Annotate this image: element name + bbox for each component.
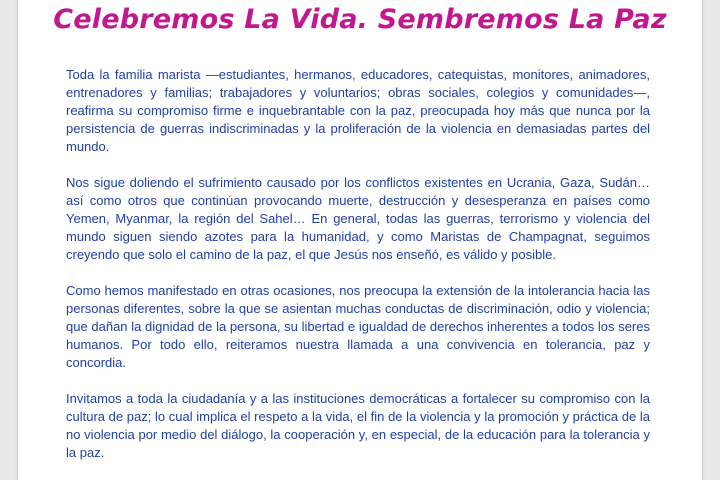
paragraph: Invitamos a toda la ciudadanía y a las instituciones democráticas a fortalecer su compromiso con la cultura de paz; lo cual implica el respeto a la vida, el fin de la violencia y la promoción y práctica de la no violencia por medio del diálogo, la cooperación y, en especial, de la educación para la tolerancia y la paz. (66, 391, 650, 460)
document-body (66, 66, 650, 480)
document-page (18, 0, 702, 480)
paragraph: Nos sigue doliendo el sufrimiento causado por los conflictos existentes en Ucrania, Gaza, Sudán… así como otros que continúan provocando muerte, destrucción y desesperanza en países como Yemen, Myanmar, la región del Sahel… En general, todas las guerras, terrorismo y violencia del mundo siguen siendo azotes para la humanidad, y como Maristas de Champagnat, seguimos creyendo que solo el camino de la paz, el que Jesús nos enseñó, es válido y posible. (66, 175, 650, 262)
document-title: Celebremos La Vida. Sembremos La Paz (53, 4, 667, 35)
paragraph: Toda la familia marista —estudiantes, hermanos, educadores, catequistas, monitores, animadores, entrenadores y familias; trabajadores y voluntarios; obras sociales, colegios y comunidades—, reafirma su compromiso firme e inquebrantable con la paz, preocupada hoy más que nunca por la persistencia de guerras indiscriminadas y la proliferación de la violencia en demasiadas partes del mundo. (66, 67, 650, 154)
paragraph: Como hemos manifestado en otras ocasiones, nos preocupa la extensión de la intolerancia hacia las personas diferentes, sobre la que se asientan muchas conductas de discriminación, odio y violencia; que dañan la dignidad de la persona, su libertad e igualdad de derechos inherentes a todos los seres humanos. Por todo ello, reiteramos nuestra llamada a una convivencia en tolerancia, paz y concordia. (66, 283, 650, 370)
